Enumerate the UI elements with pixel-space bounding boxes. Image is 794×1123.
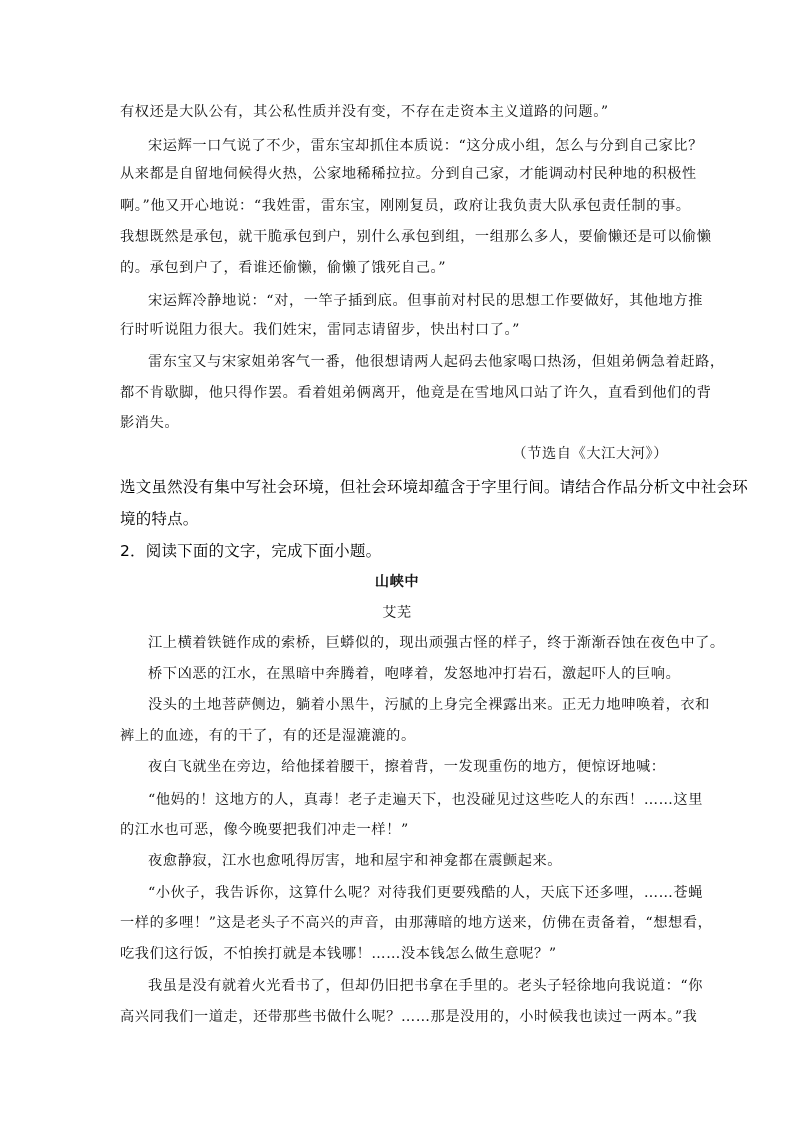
passage-2-author: 艾芜 [382,605,412,621]
passage-1-line: 雷东宝又与宋家姐弟客气一番，他很想请两人起码去他家喝口热汤，但姐弟俩急着赶路， [148,354,725,370]
question-2-instruction: 2．阅读下面的文字，完成下面小题。 [120,542,382,560]
passage-1-line: 我想既然是承包，就干脆承包到户，别什么承包到组，一组那么多人，要偷懒还是可以偷懒 [120,229,712,245]
passage-1-line: 有权还是大队公有，其公私性质并没有变，不存在走资本主义道路的问题。” [120,104,609,120]
passage-2-line: 夜白飞就坐在旁边，给他揉着腰干，擦着背，一发现重伤的地方，便惊讶地喊： [148,759,666,775]
passage-2-line: 夜愈静寂，江水也愈吼得厉害，地和屋宇和神龛都在震颤起来。 [148,853,563,869]
passage-1-line: 的。承包到户了，看谁还偷懒，偷懒了饿死自己。” [120,260,447,276]
passage-2-line: 吃我们这行饭，不怕挨打就是本钱哪！……没本钱怎么做生意呢？” [120,946,557,962]
passage-1-line: 宋运辉冷静地说：“对，一竿子插到底。但事前对村民的思想工作要做好，其他地方推 [148,293,703,309]
passage-2-line: 的江水也可恶，像今晚要把我们冲走一样！” [120,822,409,838]
passage-1-line: 宋运辉一口气说了不少，雷东宝却抓住本质说：“这分成小组，怎么与分到自己家比？ [148,138,703,154]
passage-2-line: 我虽是没有就着火光看书了，但却仍旧把书拿在手里的。老头子轻徐地向我说道：“你 [148,978,703,994]
question-1-line: 境的特点。 [120,510,199,528]
passage-1-line: 从来都是自留地伺候得火热，公家地稀稀拉拉。分到自己家，才能调动村民种地的积极性 [120,166,697,182]
passage-1-line: 影消失。 [120,415,180,431]
passage-2-line: 江上横着铁链作成的索桥，巨蟒似的，现出顽强古怪的样子，终于渐渐吞蚀在夜色中了。 [148,635,725,651]
question-1-line: 选文虽然没有集中写社会环境，但社会环境却蕴含于字里行间。请结合作品分析文中社会环 [120,478,749,496]
passage-2-line: “小伙子，我告诉你，这算什么呢？对待我们更要残酷的人，天底下还多哩，……苍蝇 [148,885,703,901]
passage-2-line: 一样的多哩！”这是老头子不高兴的声音，由那薄暗的地方送来，仿佛在责备着，“想想看， [120,915,713,931]
passage-1-source: （节选自《大江大河》） [512,446,668,462]
passage-1-line: 行时听说阻力很大。我们姓宋，雷同志请留步，快出村口了。” [120,322,521,338]
passage-2-title: 山峡中 [374,574,420,590]
passage-2-line: “他妈的！这地方的人，真毒！老子走遍天下，也没碰见过这些吃人的东西！……这里 [148,792,703,808]
passage-2-line: 没头的土地菩萨侧边，躺着小黑牛，污腻的上身完全裸露出来。正无力地呻唤着，衣和 [148,697,710,713]
passage-1-line: 啊。”他又开心地说：“我姓雷，雷东宝，刚刚复员，政府让我负责大队承包责任制的事。 [120,198,691,214]
passage-2-line: 桥下凶恶的江水，在黑暗中奔腾着，咆哮着，发怒地冲打岩石，激起吓人的巨响。 [148,666,681,682]
passage-2-line: 裤上的血迹，有的干了，有的还是湿漉漉的。 [120,728,416,744]
passage-1-line: 都不肯歇脚，他只得作罢。看着姐弟俩离开，他竟是在雪地风口站了许久，直看到他们的背 [120,385,712,401]
passage-2-line: 高兴同我们一道走，还带那些书做什么呢？……那是没用的，小时候我也读过一两本。”我 [120,1009,698,1025]
